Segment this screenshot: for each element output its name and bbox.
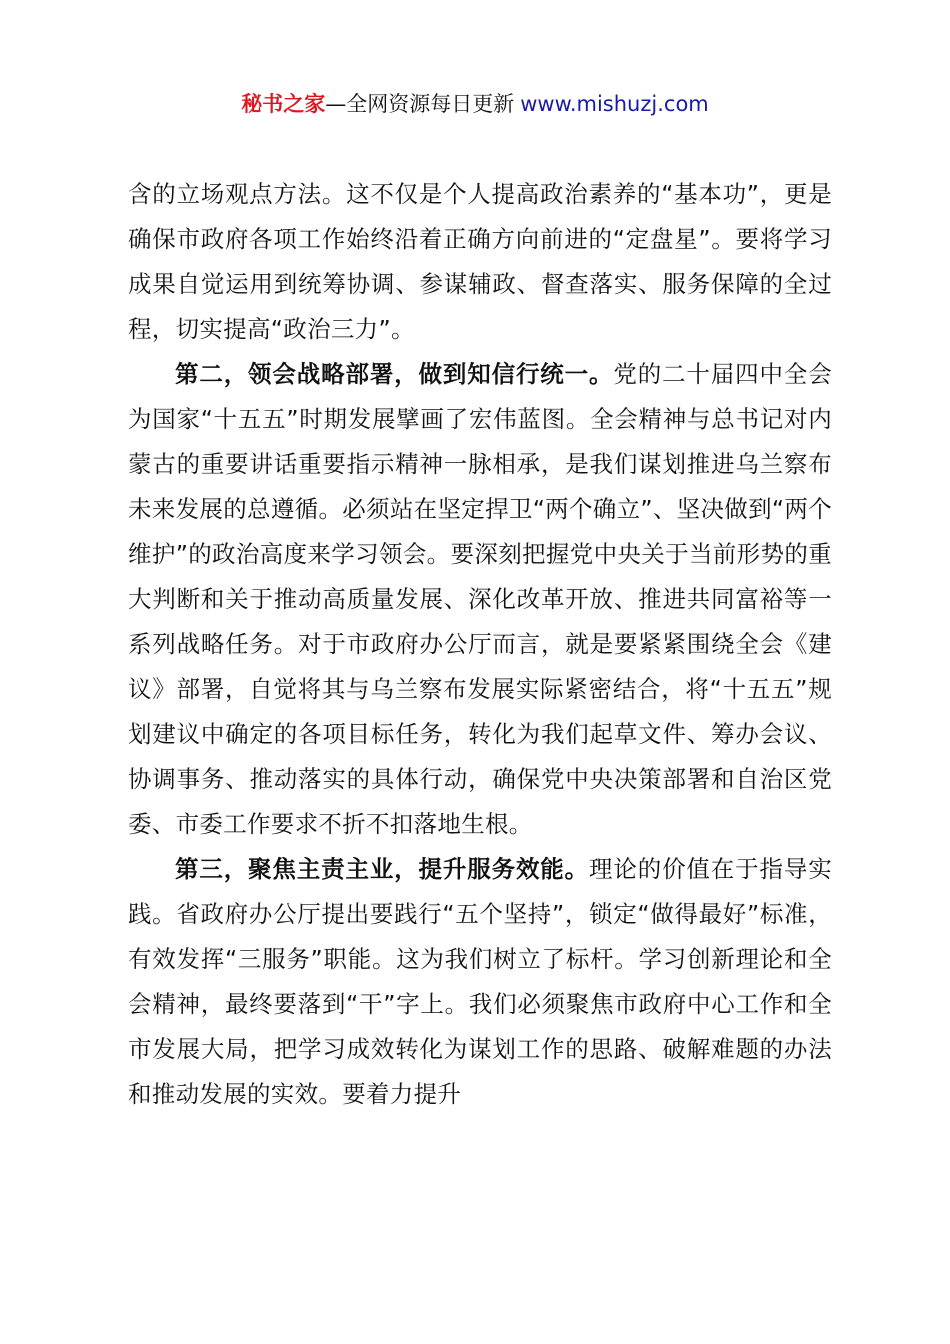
document-body [128,172,832,1117]
paragraph-lead-heading: 第三，聚焦主责主业，提升服务效能。 [175,855,590,883]
paragraph-text: 党的二十届四中全会为国家“十五五”时期发展擘画了宏伟蓝图。全会精神与总书记对内蒙古的重要讲话重要指示精神一脉相承，是我们谋划推进乌兰察布未来发展的总遵循。必须站在坚定捍卫“两个确立”、坚决做到“两个维护”的政治高度来学习领会。要深刻把握党中央关于当前形势的重大判断和关于推动高质量发展、深化改革开放、推进共同富裕等一系列战略任务。对于市政府办公厅而言，就是要紧紧围绕全会《建议》部署，自觉将其与乌兰察布发展实际紧密结合，将“十五五”规划建议中确定的各项目标任务，转化为我们起草文件、筹办会议、协调事务、推动落实的具体行动，确保党中央决策部署和自治区党委、市委工作要求不折不扣落地生根。 [128,360,833,838]
paragraph-text: 含的立场观点方法。这不仅是个人提高政治素养的“基本功”，更是确保市政府各项工作始终沿着正确方向前进的“定盘星”。要将学习成果自觉运用到统筹协调、参谋辅政、督查落实、服务保障的全过程，切实提高“政治三力”。 [128,180,832,343]
paragraph-lead-heading: 第二，领会战略部署，做到知信行统一。 [175,360,614,388]
site-tagline: —全网资源每日更新 [325,92,515,116]
site-header [0,88,950,120]
paragraph-point-two [128,352,832,847]
paragraph-continuation [128,172,832,352]
site-url-link[interactable]: www.mishuzj.com [520,92,709,116]
paragraph-point-three [128,847,832,1117]
paragraph-text: 理论的价值在于指导实践。省政府办公厅提出要践行“五个坚持”，锁定“做得最好”标准，有效发挥“三服务”职能。这为我们树立了标杆。学习创新理论和全会精神，最终要落到“干”字上。我们必须聚焦市政府中心工作和全市发展大局，把学习成效转化为谋划工作的思路、破解难题的办法和推动发展的实效。要着力提升 [128,855,832,1108]
site-brand: 秘书之家 [241,92,326,116]
